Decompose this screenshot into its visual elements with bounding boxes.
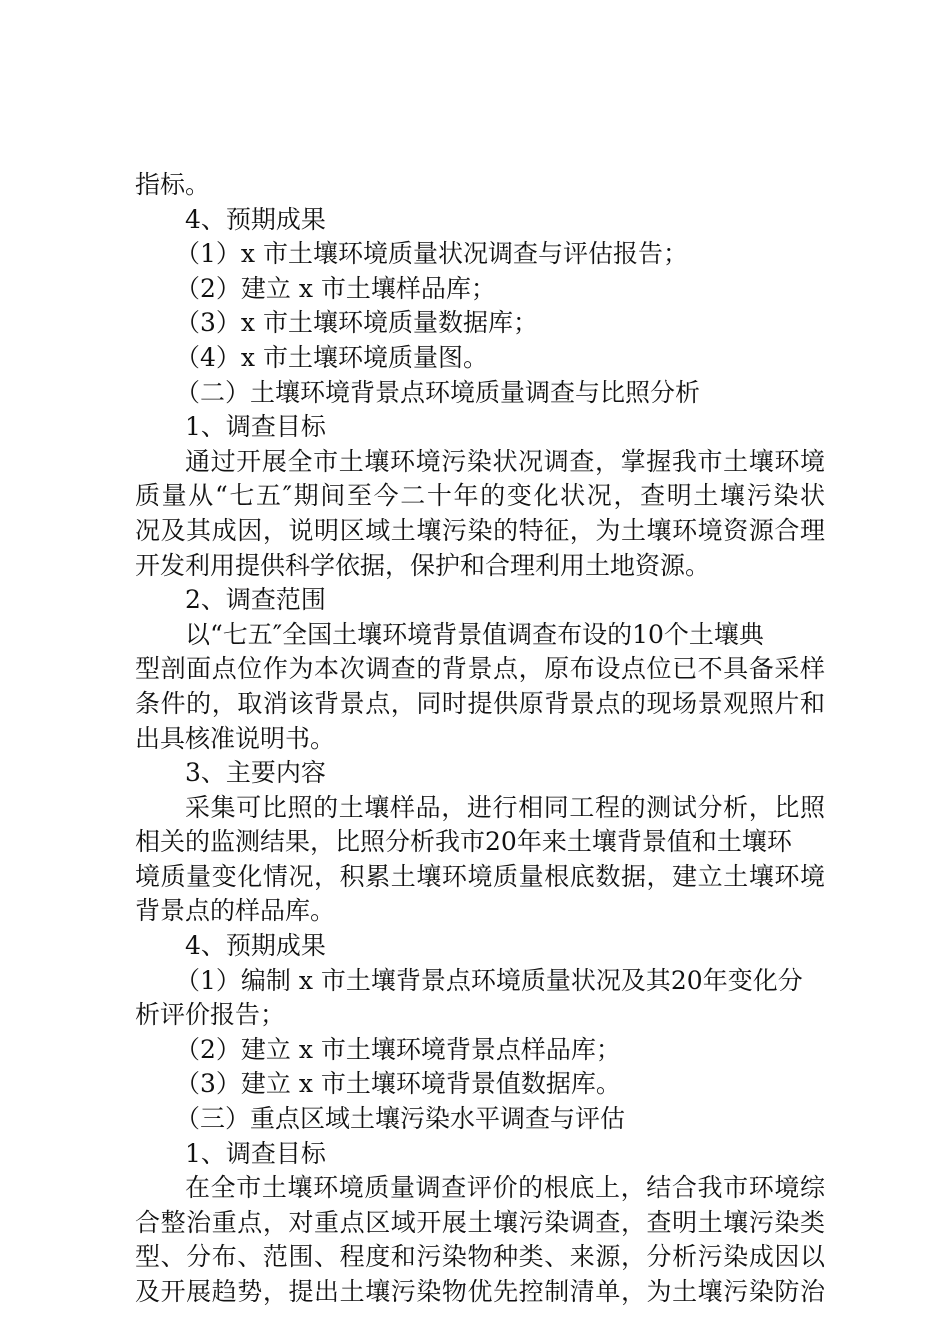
paragraph-line: 况及其成因，说明区域土壤污染的特征，为土壤环境资源合理	[135, 515, 825, 545]
paragraph-line: 出具核准说明书。	[135, 723, 336, 753]
section-heading: 4、预期成果	[185, 931, 326, 961]
section-heading: 2、调查范围	[185, 585, 326, 615]
list-item: （1）编制 x 市土壤背景点环境质量状况及其20年变化分	[175, 965, 803, 995]
paragraph-line: 条件的，取消该背景点，同时提供原背景点的现场景观照片和	[135, 688, 825, 718]
section-heading: （三）重点区域土壤污染水平调查与评估	[175, 1104, 626, 1134]
section-heading: 3、主要内容	[185, 758, 326, 788]
list-item: （2）建立 x 市土壤样品库；	[175, 273, 496, 303]
text-line: 指标。	[135, 170, 211, 199]
list-item-continuation: 析评价报告；	[135, 1000, 286, 1030]
list-item: （4）x 市土壤环境质量图。	[175, 342, 488, 372]
list-item: （2）建立 x 市土壤环境背景点样品库；	[175, 1034, 621, 1064]
paragraph-line: 开发利用提供科学依据，保护和合理利用土地资源。	[135, 550, 711, 580]
paragraph-line: 型剖面点位作为本次调查的背景点，原布设点位已不具备采样	[135, 654, 825, 684]
paragraph-line: 采集可比照的土壤样品，进行相同工程的测试分析，比照	[185, 792, 825, 822]
paragraph-line: 质量从“七五″期间至今二十年的变化状况，查明土壤污染状	[135, 481, 825, 511]
paragraph-line: 合整治重点，对重点区域开展土壤污染调查，查明土壤污染类	[135, 1207, 825, 1237]
document-body	[135, 168, 825, 1310]
list-item: （3）建立 x 市土壤环境背景值数据库。	[175, 1069, 621, 1099]
paragraph-line: 以“七五″全国土壤环境背景值调查布设的10个土壤典	[185, 619, 764, 649]
paragraph-line: 及开展趋势，提出土壤污染物优先控制清单，为土壤污染防治	[135, 1277, 825, 1306]
paragraph-line: 境质量变化情况，积累土壤环境质量根底数据，建立土壤环境	[135, 861, 825, 891]
paragraph-line: 通过开展全市土壤环境污染状况调查，掌握我市土壤环境	[185, 446, 825, 476]
list-item: （3）x 市土壤环境质量数据库；	[175, 308, 538, 338]
paragraph-line: 背景点的样品库。	[135, 896, 336, 926]
section-heading: 4、预期成果	[185, 204, 326, 234]
paragraph-line: 相关的监测结果，比照分析我市20年来土壤背景值和土壤环	[135, 827, 792, 857]
paragraph-line: 型、分布、范围、程度和污染物种类、来源，分析污染成因以	[135, 1242, 825, 1272]
list-item: （1）x 市土壤环境质量状况调查与评估报告；	[175, 239, 688, 269]
section-heading: （二）土壤环境背景点环境质量调查与比照分析	[175, 377, 701, 407]
paragraph-line: 在全市土壤环境质量调查评价的根底上，结合我市环境综	[185, 1173, 825, 1203]
section-heading: 1、调查目标	[185, 412, 326, 442]
section-heading: 1、调查目标	[185, 1138, 326, 1168]
